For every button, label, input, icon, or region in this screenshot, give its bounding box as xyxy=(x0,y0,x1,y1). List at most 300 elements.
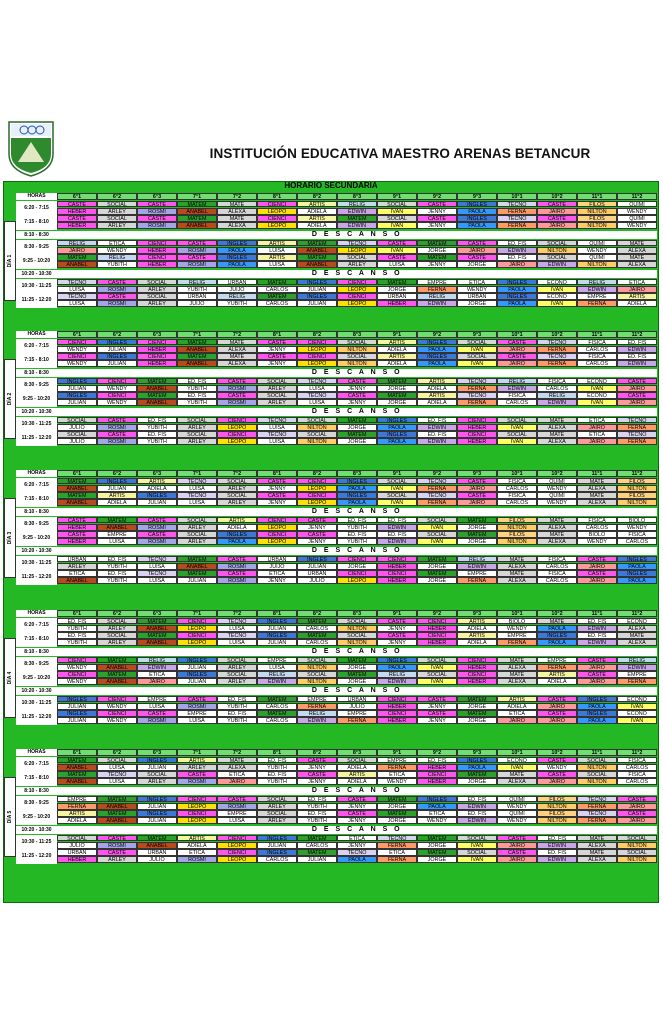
group-header: 6°3 xyxy=(137,193,177,200)
schedule-cell: JULIÁN xyxy=(137,803,177,810)
schedule-cell: ARTIS xyxy=(457,618,497,625)
schedule-cell: ANABEL xyxy=(57,778,97,785)
schedule-cell: IVAN xyxy=(417,524,457,531)
schedule-cell: ANABEL xyxy=(137,842,177,849)
group-header: 9°1 xyxy=(377,610,417,617)
group-header: 11°1 xyxy=(577,610,617,617)
schedule-cell: WENDY xyxy=(57,664,97,671)
schedule-cell: CASTE xyxy=(217,796,257,803)
schedule-cell: CIENCI xyxy=(57,353,97,360)
schedule-cell: CASTE xyxy=(617,378,657,385)
schedule-cell: HEBER xyxy=(57,856,97,863)
schedule-cell: ADIELA xyxy=(337,778,377,785)
schedule-cell: ARTIS xyxy=(457,632,497,639)
group-header: 7°2 xyxy=(217,470,257,477)
group-header: 10°1 xyxy=(497,749,537,756)
schedule-cell: ROSMI xyxy=(97,438,137,445)
schedule-cell: PAOLA xyxy=(617,577,657,584)
schedule-cell: FERNA xyxy=(457,399,497,406)
schedule-cell: WENDY xyxy=(577,247,617,254)
group-header: 11°2 xyxy=(617,193,657,200)
break-time-label: 10:20 - 10:30 xyxy=(16,408,57,416)
time-slot-label: 7:15 - 8:10 xyxy=(16,215,57,230)
time-slot-label: 9:25 - 10:20 xyxy=(16,392,57,407)
schedule-cell: EDWIN xyxy=(577,286,617,293)
schedule-cell: SOCIAL xyxy=(337,339,377,346)
schedule-cell: IVAN xyxy=(417,678,457,685)
schedule-cell: MATE xyxy=(577,492,617,499)
break-banner: D E S C A N S O xyxy=(57,648,657,656)
schedule-cell: CASTE xyxy=(217,570,257,577)
schedule-cell: SOCIAL xyxy=(217,492,257,499)
schedule-cell: QUIMI xyxy=(537,492,577,499)
group-header: 10°2 xyxy=(537,470,577,477)
schedule-cell: JAIRO xyxy=(577,678,617,685)
schedule-cell: CASTE xyxy=(137,531,177,538)
schedule-cell: MATEM xyxy=(177,339,217,346)
schedule-cell: PAOLA xyxy=(457,764,497,771)
schedule-cell: ED. FIS xyxy=(57,632,97,639)
schedule-cell: MATEM xyxy=(177,201,217,208)
schedule-cell: YUBITH xyxy=(217,300,257,307)
schedule-cell: CASTE xyxy=(97,293,137,300)
schedule-cell: ANABEL xyxy=(297,247,337,254)
schedule-cell: CIENCI xyxy=(137,240,177,247)
schedule-cell: CASTE xyxy=(177,771,217,778)
schedule-cell: EDWIN xyxy=(497,385,537,392)
schedule-cell: INGLES xyxy=(137,796,177,803)
schedule-cell: LEOPO xyxy=(297,485,337,492)
schedule-cell: JAIRO xyxy=(217,778,257,785)
group-header: 6°3 xyxy=(137,749,177,756)
schedule-cell: NILTON xyxy=(577,778,617,785)
schedule-cell: LEOPO xyxy=(337,577,377,584)
schedule-cell: MATE xyxy=(577,835,617,842)
schedule-cell: BIOLO xyxy=(617,517,657,524)
schedule-cell: ETICA xyxy=(377,771,417,778)
schedule-cell: HEBER xyxy=(377,577,417,584)
schedule-cell: HEBER xyxy=(137,261,177,268)
time-slot-label: 9:25 - 10:20 xyxy=(16,671,57,686)
schedule-cell: JAIRO xyxy=(577,438,617,445)
group-header: 6°3 xyxy=(137,331,177,338)
group-header: 6°2 xyxy=(97,749,137,756)
schedule-cell: MATEM xyxy=(97,796,137,803)
schedule-cell: CASTE xyxy=(497,339,537,346)
schedule-cell: JENNY xyxy=(297,778,337,785)
schedule-cell: INGLES xyxy=(417,796,457,803)
break-time-label: 10:20 - 10:30 xyxy=(16,826,57,834)
schedule-cell: CASTE xyxy=(417,696,457,703)
schedule-cell: JAIRO xyxy=(617,399,657,406)
schedule-cell: CASTE xyxy=(537,771,577,778)
schedule-cell: JORGE xyxy=(417,563,457,570)
schedule-cell: WENDY xyxy=(497,625,537,632)
schedule-cell: LEOPO xyxy=(217,424,257,431)
schedule-cell: PAOLA xyxy=(377,438,417,445)
schedule-cell: CIENCI xyxy=(57,657,97,664)
schedule-cell: IVAN xyxy=(457,842,497,849)
schedule-cell: JULIÁN xyxy=(297,563,337,570)
schedule-cell: ETICA xyxy=(97,240,137,247)
schedule-cell: SOCIAL xyxy=(617,835,657,842)
schedule-cell: CIENCI xyxy=(97,696,137,703)
schedule-cell: FERNA xyxy=(457,577,497,584)
schedule-cell: CARLOS xyxy=(257,856,297,863)
schedule-cell: PAOLA xyxy=(217,538,257,545)
schedule-cell: ALEXA xyxy=(497,577,537,584)
schedule-cell: SOCIAL xyxy=(337,757,377,764)
group-header: 6°1 xyxy=(57,331,97,338)
schedule-cell: YUBITH xyxy=(217,703,257,710)
break-banner: D E S C A N S O xyxy=(57,231,657,239)
schedule-cell: ETICA xyxy=(617,279,657,286)
group-header: 6°1 xyxy=(57,470,97,477)
schedule-cell: ED. FIS xyxy=(177,392,217,399)
schedule-cell: ALEXA xyxy=(617,261,657,268)
schedule-cell: ALEXA xyxy=(537,538,577,545)
schedule-cell: WENDY xyxy=(97,703,137,710)
schedule-cell: JENNY xyxy=(257,577,297,584)
schedule-cell: NILTON xyxy=(577,208,617,215)
schedule-cell: MATE xyxy=(617,240,657,247)
schedule-cell: FERNA xyxy=(457,385,497,392)
schedule-cell: INGLES xyxy=(57,392,97,399)
schedule-cell: EDWIN xyxy=(537,856,577,863)
schedule-cell: TECNO xyxy=(57,293,97,300)
schedule-cell: FERNA xyxy=(497,639,537,646)
group-header: 9°2 xyxy=(417,470,457,477)
schedule-cell: JENNY xyxy=(297,538,337,545)
schedule-cell: CASTE xyxy=(537,696,577,703)
schedule-cell: JENNY xyxy=(337,385,377,392)
schedule-cell: ARTIS xyxy=(257,254,297,261)
schedule-cell: LUISA xyxy=(137,577,177,584)
schedule-cell: RELIG xyxy=(337,201,377,208)
schedule-cell: CASTE xyxy=(377,240,417,247)
break-banner: D E S C A N S O xyxy=(57,369,657,377)
schedule-cell: SOCIAL xyxy=(297,431,337,438)
schedule-cell: CIENCI xyxy=(297,492,337,499)
schedule-cell: ANABEL xyxy=(177,563,217,570)
schedule-cell: INGLES xyxy=(177,671,217,678)
group-header: 9°2 xyxy=(417,749,457,756)
schedule-cell: CIENCI xyxy=(97,392,137,399)
schedule-cell: TECNO xyxy=(497,201,537,208)
schedule-cell: MATEM xyxy=(177,353,217,360)
schedule-cell: ALEXA xyxy=(497,778,537,785)
schedule-cell: JENNY xyxy=(297,764,337,771)
schedule-cell: ANABEL xyxy=(97,678,137,685)
break-banner: D E S C A N S O xyxy=(57,508,657,516)
schedule-cell: CIENCI xyxy=(177,618,217,625)
schedule-cell: HEBER xyxy=(137,346,177,353)
schedule-cell: ARLEY xyxy=(177,438,217,445)
schedule-cell: ARTIS xyxy=(377,339,417,346)
schedule-cell: ARLEY xyxy=(337,261,377,268)
schedule-cell: CIENCI xyxy=(257,201,297,208)
schedule-cell: EDWIN xyxy=(577,639,617,646)
schedule-cell: JULIÁN xyxy=(297,856,337,863)
schedule-cell: FERNA xyxy=(497,222,537,229)
schedule-cell: HEBER xyxy=(57,208,97,215)
break-banner: D E S C A N S O xyxy=(57,408,657,416)
schedule-cell: LUISA xyxy=(257,438,297,445)
schedule-cell: ANABEL xyxy=(57,499,97,506)
schedule-cell: EMPRE xyxy=(417,279,457,286)
schedule-cell: HEBER xyxy=(457,438,497,445)
schedule-cell: JORGE xyxy=(457,538,497,545)
schedule-cell: ED. FIS xyxy=(417,417,457,424)
schedule-cell: CIENCI xyxy=(217,431,257,438)
schedule-cell: HEBER xyxy=(457,678,497,685)
schedule-cell: ED. FIS xyxy=(537,835,577,842)
schedule-cell: SOCIAL xyxy=(417,671,457,678)
schedule-cell: ROSMI xyxy=(137,208,177,215)
schedule-cell: JULIÁN xyxy=(297,286,337,293)
schedule-cell: EMPRE xyxy=(97,531,137,538)
schedule-cell: ALEXA xyxy=(577,842,617,849)
schedule-cell: WENDY xyxy=(577,538,617,545)
schedule-cell: LEOPO xyxy=(217,842,257,849)
schedule-cell: CIENCI xyxy=(377,696,417,703)
time-slot-label: 7:15 - 8:10 xyxy=(16,353,57,368)
schedule-cell: CIENCI xyxy=(337,279,377,286)
schedule-cell: SOCIAL xyxy=(417,517,457,524)
schedule-cell: WENDY xyxy=(457,286,497,293)
schedule-cell: LUISA xyxy=(97,764,137,771)
schedule-cell: LEOPO xyxy=(177,803,217,810)
group-header: 11°1 xyxy=(577,470,617,477)
schedule-cell: PAOLA xyxy=(417,360,457,367)
schedule-cell: BIOLO xyxy=(497,618,537,625)
schedule-cell: ED. FIS xyxy=(297,796,337,803)
schedule-cell: ARTIS xyxy=(57,810,97,817)
schedule-cell: LEOPO xyxy=(297,499,337,506)
schedule-cell: MATEM xyxy=(137,392,177,399)
schedule-cell: EDWIN xyxy=(457,803,497,810)
schedule-cell: IVAN xyxy=(417,664,457,671)
schedule-cell: CASTE xyxy=(577,556,617,563)
schedule-cell: JORGE xyxy=(457,261,497,268)
schedule-cell: JULIÁN xyxy=(177,664,217,671)
schedule-cell: TECNO xyxy=(297,378,337,385)
time-slot-label: 6:20 - 7:15 xyxy=(16,618,57,633)
schedule-cell: CASTE xyxy=(577,570,617,577)
schedule-cell: LEOPO xyxy=(337,300,377,307)
group-header: 9°3 xyxy=(457,749,497,756)
schedule-cell: ADIELA xyxy=(337,764,377,771)
schedule-cell: MATEM xyxy=(457,531,497,538)
schedule-cell: INGLES xyxy=(57,696,97,703)
schedule-cell: FILOS xyxy=(577,215,617,222)
time-slot-label: 10:30 - 11:25 xyxy=(16,696,57,711)
schedule-cell: ARLEY xyxy=(217,485,257,492)
schedule-cell: SOCIAL xyxy=(217,657,257,664)
group-header: 9°1 xyxy=(377,193,417,200)
schedule-cell: NILTON xyxy=(617,842,657,849)
schedule-cell: TECNO xyxy=(377,835,417,842)
schedule-cell: INGLES xyxy=(377,431,417,438)
schedule-cell: LUISA xyxy=(217,639,257,646)
schedule-cell: RELIG xyxy=(57,240,97,247)
schedule-cell: JORGE xyxy=(457,524,497,531)
schedule-cell: PAOLA xyxy=(217,261,257,268)
break-time-label: 10:20 - 10:30 xyxy=(16,270,57,278)
schedule-cell: FISICA xyxy=(537,556,577,563)
schedule-cell: LUISA xyxy=(297,399,337,406)
group-header: 11°2 xyxy=(617,610,657,617)
schedule-cell: MATEM xyxy=(337,215,377,222)
schedule-cell: JORGE xyxy=(457,717,497,724)
schedule-cell: NILTON xyxy=(297,438,337,445)
group-header: 10°1 xyxy=(497,610,537,617)
schedule-cell: CIENCI xyxy=(177,810,217,817)
schedule-cell: SOCIAL xyxy=(457,835,497,842)
schedule-cell: ALEXA xyxy=(217,764,257,771)
schedule-cell: TECNO xyxy=(577,796,617,803)
schedule-cell: CASTE xyxy=(137,201,177,208)
schedule-cell: TECNO xyxy=(257,417,297,424)
group-header: 6°2 xyxy=(97,331,137,338)
schedule-cell: JULIÁN xyxy=(137,817,177,824)
schedule-cell: ANABEL xyxy=(177,222,217,229)
schedule-cell: ROSMI xyxy=(177,261,217,268)
schedule-cell: JULIÁN xyxy=(177,678,217,685)
schedule-cell: JULIO xyxy=(337,703,377,710)
schedule-cell: CASTE xyxy=(177,240,217,247)
schedule-cell: SOCIAL xyxy=(57,417,97,424)
time-slot-label: 6:20 - 7:15 xyxy=(16,757,57,772)
schedule-cell: ADIELA xyxy=(137,485,177,492)
schedule-cell: ED. FIS xyxy=(577,632,617,639)
schedule-cell: JAIRO xyxy=(497,346,537,353)
schedule-cell: INGLES xyxy=(337,478,377,485)
schedule-cell: SOCIAL xyxy=(257,796,297,803)
schedule-cell: CIENCI xyxy=(417,632,457,639)
schedule-cell: ALEXA xyxy=(577,485,617,492)
schedule-cell: SOCIAL xyxy=(537,254,577,261)
schedule-cell: FISICA xyxy=(617,531,657,538)
schedule-cell: ETICA xyxy=(257,570,297,577)
schedule-cell: FILOS xyxy=(617,478,657,485)
school-shield-logo xyxy=(6,118,56,178)
schedule-cell: MATEM xyxy=(57,771,97,778)
schedule-cell: MATEM xyxy=(337,431,377,438)
schedule-cell: MATEM xyxy=(297,632,337,639)
schedule-cell: SOCIAL xyxy=(377,201,417,208)
schedule-cell: YUBITH xyxy=(297,803,337,810)
schedule-cell: NILTON xyxy=(537,803,577,810)
schedule-cell: INGLES xyxy=(57,378,97,385)
schedule-cell: WENDY xyxy=(537,485,577,492)
schedule-cell: JORGE xyxy=(377,286,417,293)
schedule-cell: MATE xyxy=(497,657,537,664)
schedule-cell: PAOLA xyxy=(217,247,257,254)
schedule-cell: INGLES xyxy=(297,279,337,286)
schedule-cell: EMPRE xyxy=(57,796,97,803)
schedule-cell: ADIELA xyxy=(537,678,577,685)
schedule-cell: RELIG xyxy=(577,279,617,286)
group-header: 10°2 xyxy=(537,749,577,756)
schedule-cell: CASTE xyxy=(377,632,417,639)
schedule-cell: CASTE xyxy=(497,835,537,842)
schedule-cell: JAIRO xyxy=(617,286,657,293)
time-slot-label: 10:30 - 11:25 xyxy=(16,556,57,571)
schedule-cell: MATEM xyxy=(57,757,97,764)
schedule-cell: CASTE xyxy=(337,378,377,385)
schedule-cell: NILTON xyxy=(337,360,377,367)
schedule-cell: SOCIAL xyxy=(57,835,97,842)
schedule-cell: NILTON xyxy=(617,856,657,863)
schedule-cell: CASTE xyxy=(97,849,137,856)
schedule-cell: NILTON xyxy=(337,639,377,646)
schedule-cell: MATE xyxy=(537,618,577,625)
schedule-cell: ED. FIS xyxy=(497,240,537,247)
schedule-cell: ARTIS xyxy=(97,492,137,499)
schedule-cell: ADIELA xyxy=(497,703,537,710)
schedule-cell: SOCIAL xyxy=(177,417,217,424)
schedule-cell: YUBITH xyxy=(337,524,377,531)
schedule-cell: PAOLA xyxy=(377,664,417,671)
schedule-cell: JULIO xyxy=(137,856,177,863)
schedule-cell: ARTIS xyxy=(417,378,457,385)
schedule-cell: RELIG xyxy=(137,657,177,664)
break-time-label: 8:10 - 8:30 xyxy=(16,231,57,239)
schedule-cell: JULIÁN xyxy=(97,485,137,492)
schedule-cell: CARLOS xyxy=(297,842,337,849)
schedule-cell: ARLEY xyxy=(217,499,257,506)
schedule-cell: INGLES xyxy=(257,849,297,856)
schedule-cell: SOCIAL xyxy=(137,279,177,286)
schedule-cell: ED. FIS xyxy=(217,696,257,703)
schedule-cell: MATE xyxy=(217,757,257,764)
schedule-cell: ALEXA xyxy=(217,222,257,229)
schedule-cell: LEOPO xyxy=(177,639,217,646)
schedule-cell: JENNY xyxy=(337,399,377,406)
schedule-cell: IVAN xyxy=(457,856,497,863)
schedule-cell: ARLEY xyxy=(97,856,137,863)
schedule-cell: MATE xyxy=(217,339,257,346)
schedule-cell: ARLEY xyxy=(177,538,217,545)
group-header: 9°1 xyxy=(377,470,417,477)
schedule-cell: ETICA xyxy=(497,710,537,717)
schedule-cell: MATEM xyxy=(377,279,417,286)
schedule-cell: LUISA xyxy=(297,385,337,392)
group-header: 8°3 xyxy=(337,749,377,756)
group-header: 7°1 xyxy=(177,331,217,338)
schedule-cell: FILOS xyxy=(537,796,577,803)
schedule-cell: JORGE xyxy=(377,385,417,392)
schedule-cell: FERNA xyxy=(537,664,577,671)
schedule-cell: EMPRE xyxy=(577,293,617,300)
schedule-cell: JAIRO xyxy=(457,499,497,506)
schedule-cell: YUBITH xyxy=(137,424,177,431)
schedule-cell: HEBER xyxy=(377,717,417,724)
schedule-cell: RELIG xyxy=(617,657,657,664)
schedule-cell: IVAN xyxy=(537,300,577,307)
schedule-cell: FISICA xyxy=(577,339,617,346)
group-header: 9°3 xyxy=(457,610,497,617)
time-slot-label: 7:15 - 8:10 xyxy=(16,632,57,647)
schedule-cell: CASTE xyxy=(257,339,297,346)
group-header: 6°2 xyxy=(97,610,137,617)
schedule-cell: JORGE xyxy=(337,664,377,671)
schedule-title: HORARIO SECUNDARIA xyxy=(284,181,378,190)
schedule-cell: PAOLA xyxy=(577,703,617,710)
schedule-cell: QUIMI xyxy=(577,254,617,261)
schedule-cell: ECONO xyxy=(577,378,617,385)
